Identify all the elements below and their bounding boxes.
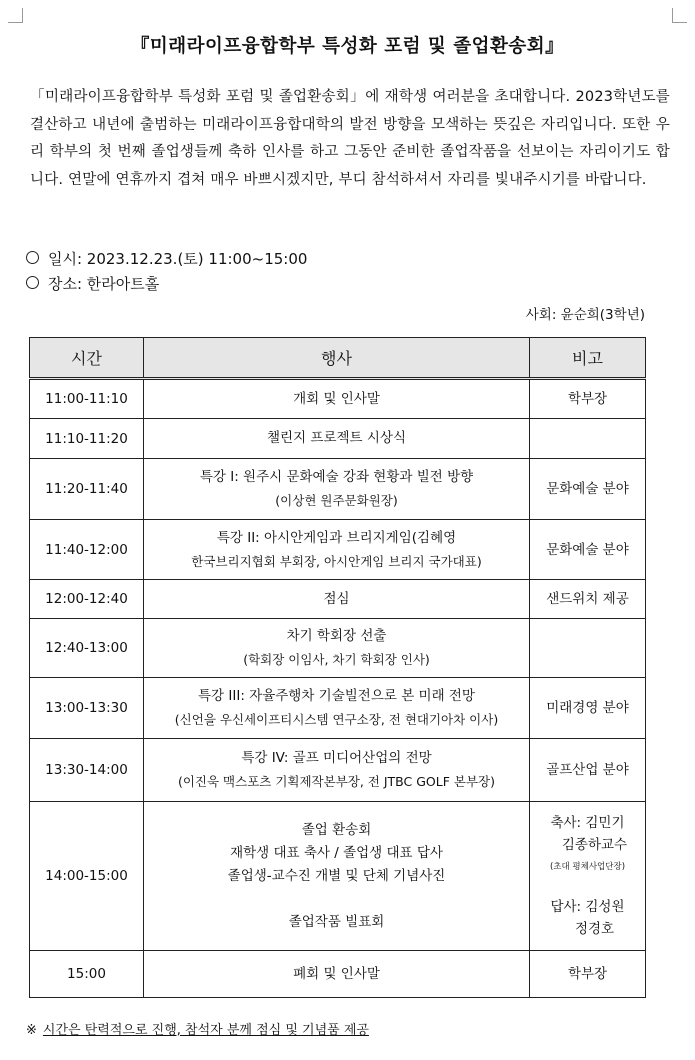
event-line: 폐회 및 인사말 [293,965,380,982]
cell-time: 15:00 [30,951,144,998]
cell-time: 11:20-11:40 [30,459,144,520]
cell-note [530,520,646,580]
cell-note [530,802,646,951]
note-line: 미래경영 분야 [546,700,629,716]
table-row [30,951,646,998]
note-line: 학부장 [567,966,608,982]
cell-time: 12:00-12:40 [30,580,144,619]
event-line: 특강 III: 자율주행차 기술빌전으로 본 미래 전망 [198,688,475,704]
note-line: 정경호 [574,921,615,937]
event-line: 특강 I: 원주시 문화예술 강좌 현황과 빌전 방향 [199,469,474,485]
table-row [30,802,646,951]
table-row [30,739,646,802]
cell-event [144,520,530,580]
cell-note [530,580,646,619]
cell-note [530,678,646,739]
event-line: 개회 및 인사말 [293,390,380,407]
note-line: 축사: 김민기 [550,815,625,831]
cell-note [530,379,646,419]
emcee-label: 사회: 윤순희(3학년) [525,307,645,323]
cell-time: 12:40-13:00 [30,619,144,678]
note-line: 문화예술 분야 [546,481,629,497]
event-line: 졸업작품 빌표회 [288,913,385,930]
event-line: (이진욱 맥스포츠 기획제작본부장, 전 JTBC GOLF 본부장) [177,774,495,789]
event-line: (학회장 이임사, 차기 학회장 인사) [243,652,430,667]
cell-note [530,951,646,998]
event-line: 차기 학회장 선출 [286,628,387,644]
circle-bullet-icon [26,276,39,289]
table-row [30,580,646,619]
info-place-text: 장소: 한라아트홀 [48,275,160,293]
note-line [534,878,641,896]
event-line: 챌린지 프로젝트 시상식 [267,430,406,446]
page-corner-mark-right [672,8,687,23]
header-event: 행사 [144,338,530,379]
note-line: (초대 평체사업단장) [549,862,626,872]
info-date-text: 일시: 2023.12.23.(토) 11:00~15:00 [48,250,308,268]
note-line: 샌드위치 제공 [546,591,629,607]
event-line: 재학생 대표 축사 / 졸업생 대표 답사 [230,844,443,861]
intro-paragraph: 「미래라이프융합학부 특성화 포럼 및 졸업환송회」에 재학생 여러분을 초대합니다. 2023학년도를 결산하고 내년에 출범하는 미래라이프융합대학의 발전 방향을 모색하는 뜻깊은 자리입니다. 또한 우리 학부의 첫 번째 졸업생들께 축하 인사를 하고 그동안 준비한 졸업작품을 선보이는 자리이기도 합니다. 연말에 연휴까지 겹쳐 매우 바쁘시겠지만, 부디 참석하셔서 자리를 빛내주시기를 바랍니다. [30,89,670,188]
info-place [26,273,159,294]
header-time: 시간 [30,338,144,379]
schedule-table [29,337,646,998]
document-title: 『미래라이프융합학부 특성화 포럼 및 졸업환송회』 [130,36,565,57]
cell-event [144,619,530,678]
event-line: (이상현 원주문화원장) [275,493,398,508]
cell-time: 13:30-14:00 [30,739,144,802]
cell-event [144,951,530,998]
footnote [26,1019,369,1038]
cell-event [144,580,530,619]
table-row [30,520,646,580]
table-row [30,379,646,419]
cell-event [144,459,530,520]
cell-note [530,459,646,520]
note-line: 학부장 [567,391,608,407]
cell-event [144,379,530,419]
event-line [148,888,525,911]
cell-note [530,739,646,802]
footnote-text: 시간은 탄력적으로 진행, 참석자 분께 점심 및 기념품 제공 [42,1023,369,1038]
event-line: 졸업 환송회 [301,821,372,838]
table-row [30,619,646,678]
note-line: 김종하교수 [561,837,628,853]
table-header-row [30,338,646,379]
page-corner-mark-left [8,8,23,23]
cell-note [530,619,646,678]
circle-bullet-icon [26,251,39,264]
note-line: 문화예술 분야 [546,541,629,558]
header-note: 비고 [530,338,646,379]
cell-time: 13:00-13:30 [30,678,144,739]
footnote-mark: ※ [26,1023,37,1038]
event-line: 점심 [323,590,350,607]
event-line: 졸업생-교수진 개별 및 단체 기념사진 [227,867,446,884]
cell-event [144,739,530,802]
cell-event [144,802,530,951]
event-line: 한국브리지협회 부회장, 아시안게임 브리지 국가대표) [191,553,482,569]
note-line: 골프산업 분야 [546,762,629,778]
cell-time: 14:00-15:00 [30,802,144,951]
cell-time: 11:10-11:20 [30,419,144,459]
cell-event [144,678,530,739]
cell-time: 11:00-11:10 [30,379,144,419]
info-date [26,248,307,269]
cell-event [144,419,530,459]
table-row [30,459,646,520]
event-line: (신언을 우신세이프티시스템 연구소장, 전 현대기아차 이사) [174,712,499,727]
cell-time: 11:40-12:00 [30,520,144,580]
table-row [30,419,646,459]
cell-note [530,419,646,459]
event-line: 특강 II: 아시안게임과 브리지게임(김혜영 [216,529,457,546]
event-line: 특강 IV: 골프 미디어산업의 전망 [241,750,432,766]
table-row [30,678,646,739]
note-line: 답사: 김성원 [550,899,625,915]
